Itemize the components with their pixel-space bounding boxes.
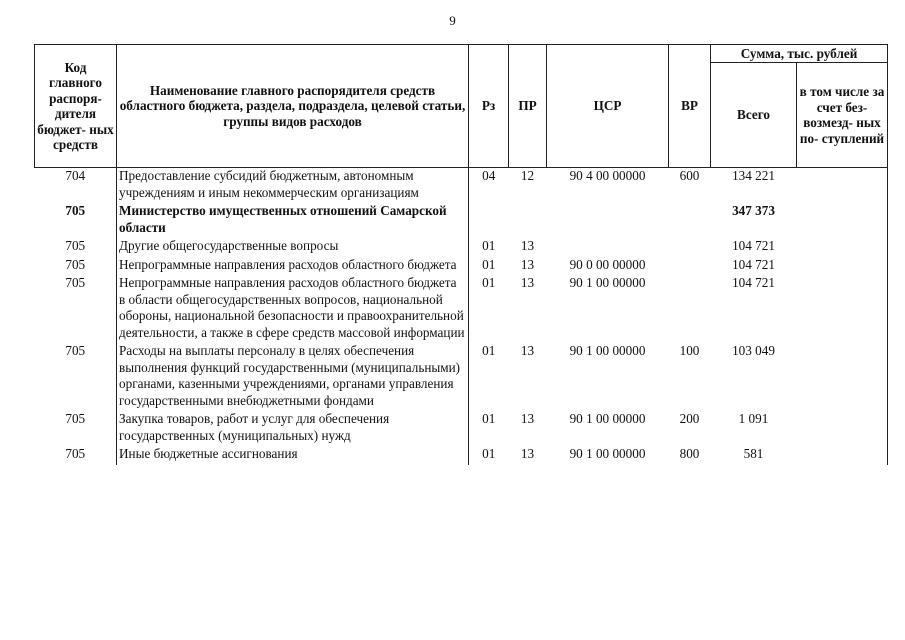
cell-vr: [669, 257, 711, 276]
cell-code: 705: [35, 275, 117, 343]
table-row: [35, 203, 888, 238]
cell-csr: 90 1 00 00000: [569, 343, 646, 358]
cell-name: Непрограммные направления расходов областного бюджета в области общегосударственных вопросов, национальной обороны, национальной безопасности и правоохранительной деятельности, а также в сфере средств массовой информации: [117, 275, 469, 343]
cell-name: Закупка товаров, работ и услуг для обеспечения государственных (муниципальных) нужд: [117, 411, 469, 446]
header-sum: Сумма, тыс. рублей: [711, 45, 888, 63]
cell-pr: 13: [520, 256, 535, 272]
cell-pr: [509, 203, 547, 238]
cell-total: 104 721: [732, 238, 775, 253]
cell-name: Непрограммные направления расходов областного бюджета: [117, 257, 469, 276]
cell-code: 705: [35, 411, 117, 446]
cell-rz: 01: [482, 343, 496, 358]
cell-csr: 90 1 00 00000: [569, 446, 646, 461]
cell-bv: [797, 238, 888, 257]
cell-csr: 90 0 00 00000: [569, 256, 646, 272]
cell-bv: [797, 275, 888, 343]
cell-vr: [669, 238, 711, 257]
cell-total: 104 721: [732, 275, 775, 290]
table-row: [35, 343, 888, 411]
table-body: [35, 168, 888, 465]
table-row: [35, 446, 888, 465]
cell-total: 103 049: [732, 343, 775, 358]
cell-vr: [669, 275, 711, 343]
cell-rz: 01: [482, 411, 496, 426]
cell-bv: [797, 411, 888, 446]
cell-vr: [669, 203, 711, 238]
cell-rz: 01: [482, 256, 496, 272]
cell-pr: 13: [520, 275, 535, 290]
cell-pr: 13: [520, 343, 535, 358]
header-rz: Рз: [469, 45, 509, 168]
cell-code: 705: [35, 203, 117, 238]
cell-bv: [797, 446, 888, 465]
cell-pr: 12: [520, 168, 535, 183]
cell-vr: 800: [679, 446, 700, 461]
header-csr: ЦСР: [547, 45, 669, 168]
cell-total: 347 373: [732, 203, 775, 218]
cell-total: 1 091: [738, 411, 769, 426]
cell-rz: [469, 203, 509, 238]
cell-rz: 01: [482, 446, 496, 461]
cell-rz: 04: [482, 168, 496, 183]
cell-total: 581: [743, 446, 764, 461]
cell-name: Иные бюджетные ассигнования: [117, 446, 469, 465]
cell-vr: 200: [679, 411, 700, 426]
cell-bv: [797, 343, 888, 411]
cell-name: Министерство имущественных отношений Самарской области: [117, 203, 469, 238]
cell-code: 705: [35, 238, 117, 257]
header-total: Всего: [711, 63, 797, 168]
cell-csr: 90 4 00 00000: [569, 168, 646, 183]
table-row: [35, 275, 888, 343]
cell-pr: 13: [520, 238, 535, 253]
cell-total: 104 721: [732, 256, 775, 272]
cell-rz: 01: [482, 238, 496, 253]
cell-bv: [797, 168, 888, 204]
table-row: [35, 168, 888, 204]
cell-vr: 100: [679, 343, 700, 358]
cell-csr: [547, 203, 669, 238]
table-row: [35, 257, 888, 276]
page-number: 9: [449, 13, 456, 28]
cell-code: 704: [35, 168, 117, 204]
cell-code: 705: [35, 446, 117, 465]
cell-pr: 13: [520, 446, 535, 461]
cell-name: Другие общегосударственные вопросы: [117, 238, 469, 257]
cell-vr: 600: [679, 168, 700, 183]
cell-csr: 90 1 00 00000: [569, 275, 646, 290]
cell-csr: 90 1 00 00000: [569, 411, 646, 426]
header-name: Наименование главного распорядителя средств областного бюджета, раздела, подраздела, целевой статьи, группы видов расходов: [117, 45, 469, 168]
header-bv: в том числе за счет без- возмезд- ных по- ступлений: [797, 63, 888, 168]
header-code: Код главного распоря- дителя бюджет- ных средств: [35, 45, 117, 168]
header-pr: ПР: [509, 45, 547, 168]
cell-rz: 01: [482, 275, 496, 290]
table-row: [35, 411, 888, 446]
cell-code: 705: [35, 257, 117, 276]
cell-code: 705: [35, 343, 117, 411]
cell-csr: [547, 238, 669, 257]
cell-name: Расходы на выплаты персоналу в целях обеспечения выполнения функций государственными (муниципальными) органами, казенными учреждениями, органами управления государственными внебюджетными фондами: [117, 343, 469, 411]
cell-bv: [797, 203, 888, 238]
table-row: [35, 238, 888, 257]
cell-bv: [797, 257, 888, 276]
cell-pr: 13: [520, 411, 535, 426]
header-vr: ВР: [669, 45, 711, 168]
budget-table: [34, 44, 888, 465]
cell-name: Предоставление субсидий бюджетным, автономным учреждениям и иным некоммерческим организациям: [117, 168, 469, 204]
table-header: [35, 45, 888, 168]
cell-total: 134 221: [732, 168, 775, 183]
